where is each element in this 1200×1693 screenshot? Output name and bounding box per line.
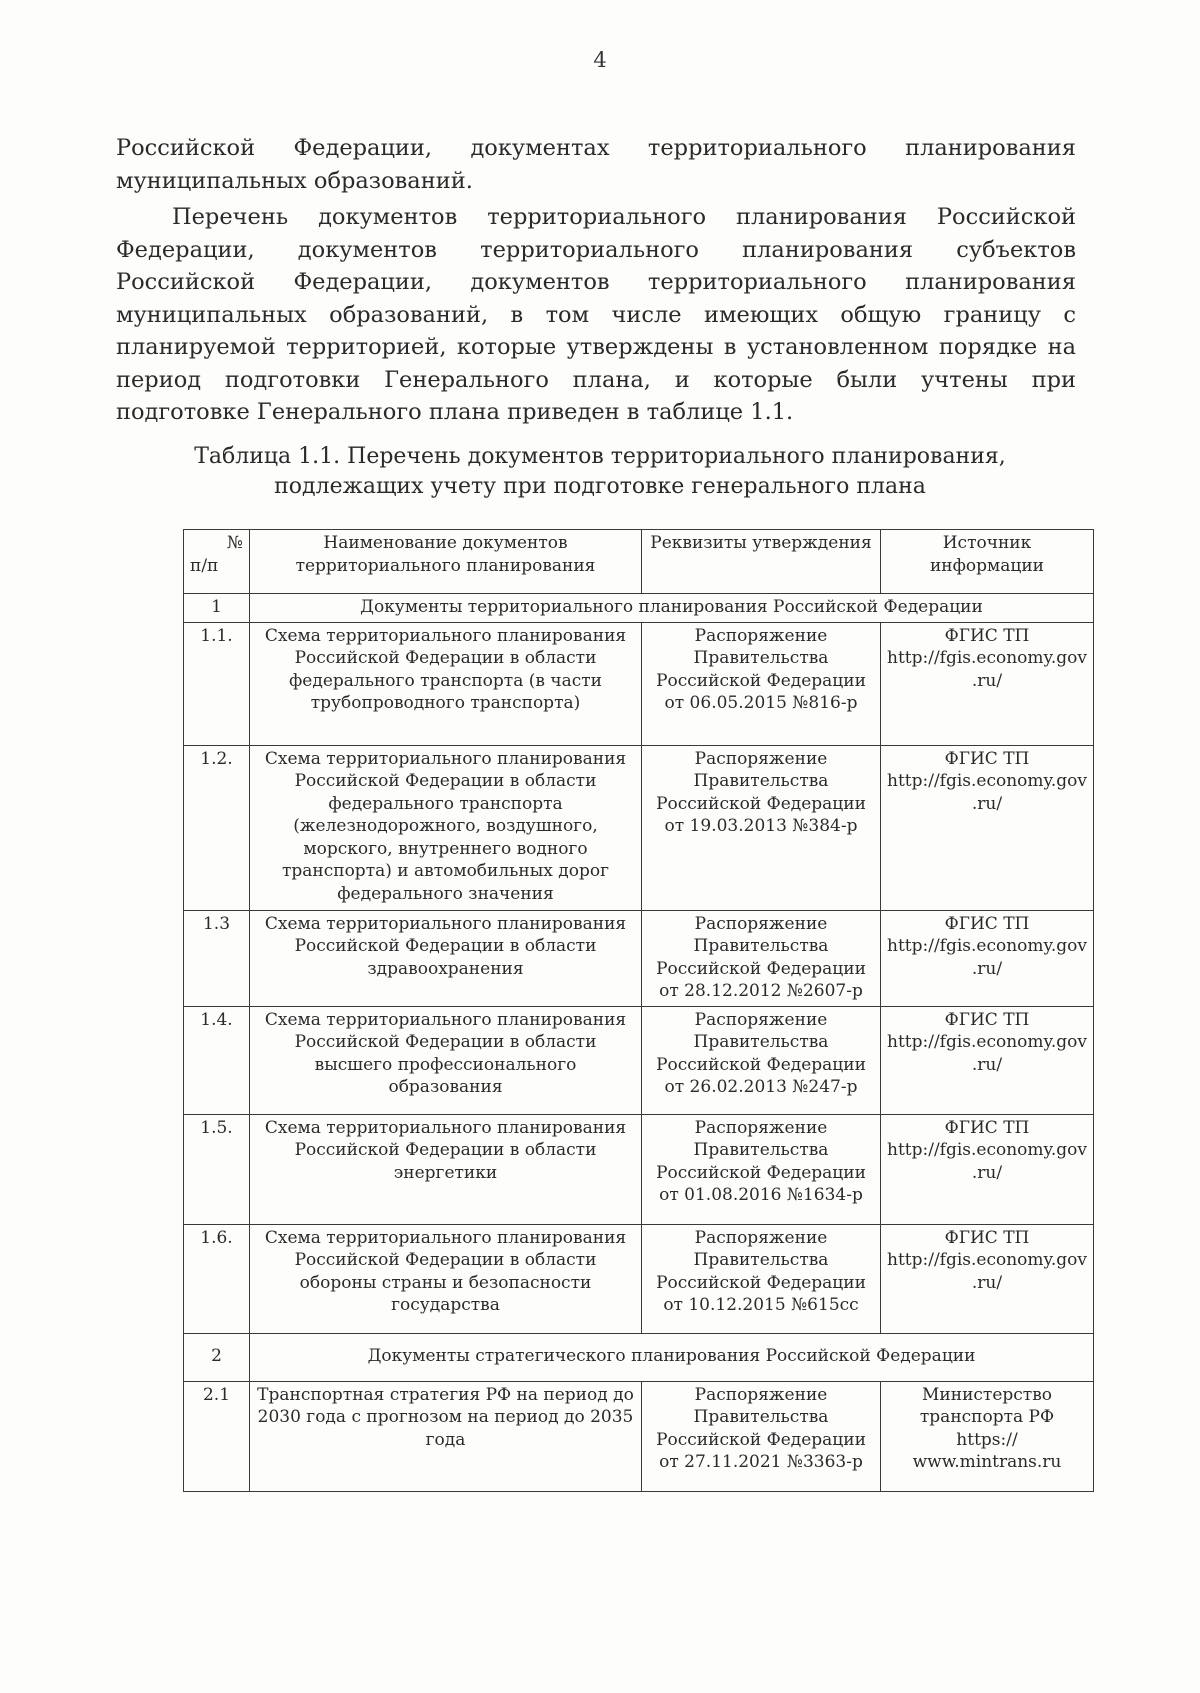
- row-source-1: ФГИС ТП: [944, 625, 1030, 646]
- row-source-2: http://fgis.economy.gov: [887, 1032, 1088, 1052]
- header-name: Наименование документов территориального планирования: [250, 530, 642, 594]
- row-requisites: Распоряжение Правительства Российской Федерации от 28.12.2012 №2607-р: [642, 910, 881, 1006]
- row-source: [881, 910, 1094, 1006]
- row-source-3: .ru/: [971, 1162, 1003, 1183]
- row-source-3: .ru/: [971, 1272, 1003, 1293]
- section-title: Документы стратегического планирования Российской Федерации: [250, 1333, 1094, 1381]
- section-row: [184, 594, 1094, 623]
- row-requisites: Распоряжение Правительства Российской Федерации от 19.03.2013 №384-р: [642, 745, 881, 910]
- section-row: [184, 1333, 1094, 1381]
- row-source-2: http://fgis.economy.gov: [887, 771, 1088, 791]
- table-caption: [150, 442, 1050, 502]
- row-source: [881, 1114, 1094, 1224]
- table-row: [184, 1006, 1094, 1114]
- row-requisites: Распоряжение Правительства Российской Федерации от 26.02.2013 №247-р: [642, 1006, 881, 1114]
- row-source: [881, 622, 1094, 745]
- row-source-3: .ru/: [971, 670, 1003, 691]
- row-name: Схема территориального планирования Российской Федерации в области энергетики: [250, 1114, 642, 1224]
- row-name: Схема территориального планирования Российской Федерации в области федерального транспорта (железнодорожного, воздушного, морского, внутреннего водного транспорта) и автомобильных дорог федерального значения: [250, 745, 642, 910]
- paragraph-2: Перечень документов территориального планирования Российской Федерации, документов территориального планирования субъектов Российской Федерации, документов территориального планирования муниципальных образований, в том числе имеющих общую границу с планируемой территорией, которые утверждены в установленном порядке на период подготовки Генерального плана, и которые были учтены при подготовке Генерального плана приведен в таблице 1.1.: [116, 204, 1076, 425]
- row-source-2: http://fgis.economy.gov: [887, 1140, 1088, 1160]
- row-source-3: www.mintrans.ru: [912, 1452, 1062, 1472]
- row-requisites: Распоряжение Правительства Российской Федерации от 01.08.2016 №1634-р: [642, 1114, 881, 1224]
- row-source-1: ФГИС ТП: [944, 913, 1030, 934]
- row-source-1: ФГИС ТП: [944, 1227, 1030, 1248]
- row-source-1: ФГИС ТП: [944, 1117, 1030, 1138]
- row-source-1: ФГИС ТП: [944, 1009, 1030, 1030]
- table-caption-line-2: подлежащих учету при подготовке генерального плана: [274, 474, 926, 499]
- row-name: Схема территориального планирования Российской Федерации в области обороны страны и безопасности государства: [250, 1224, 642, 1333]
- row-source: [881, 745, 1094, 910]
- row-source-2: https://: [956, 1429, 1018, 1450]
- row-name: Схема территориального планирования Российской Федерации в области здравоохранения: [250, 910, 642, 1006]
- row-num: 1.4.: [184, 1006, 250, 1114]
- section-title: Документы территориального планирования Российской Федерации: [250, 594, 1094, 623]
- table-header-row: [184, 530, 1094, 594]
- paragraph-1: Российской Федерации, документах территориального планирования муниципальных образований.: [116, 135, 1076, 194]
- row-requisites: Распоряжение Правительства Российской Федерации от 27.11.2021 №3363-р: [642, 1381, 881, 1491]
- row-num: 2.1: [184, 1381, 250, 1491]
- row-source-2: http://fgis.economy.gov: [887, 936, 1088, 956]
- row-source-2: http://fgis.economy.gov: [887, 648, 1088, 668]
- row-num: 1.1.: [184, 622, 250, 745]
- row-source: [881, 1006, 1094, 1114]
- table-row: [184, 1114, 1094, 1224]
- row-name: Схема территориального планирования Российской Федерации в области федерального транспорта (в части трубопроводного транспорта): [250, 622, 642, 745]
- table-row: [184, 910, 1094, 1006]
- header-requisites: Реквизиты утверждения: [642, 530, 881, 594]
- documents-table: [183, 529, 1094, 1492]
- table-row: [184, 745, 1094, 910]
- row-num: 1.5.: [184, 1114, 250, 1224]
- section-num: 2: [184, 1333, 250, 1381]
- section-num: 1: [184, 594, 250, 623]
- header-num-sub: п/п: [190, 555, 219, 576]
- row-num: 1.3: [184, 910, 250, 1006]
- row-num: 1.6.: [184, 1224, 250, 1333]
- page-number: 4: [593, 48, 607, 72]
- row-requisites: Распоряжение Правительства Российской Федерации от 10.12.2015 №615сс: [642, 1224, 881, 1333]
- table-caption-line-1: Таблица 1.1. Перечень документов территориального планирования,: [194, 444, 1006, 469]
- row-source-1: ФГИС ТП: [944, 748, 1030, 769]
- row-source: [881, 1381, 1094, 1491]
- row-source-3: .ru/: [971, 958, 1003, 979]
- table-row: [184, 622, 1094, 745]
- header-num-sign: №: [226, 533, 243, 553]
- row-num: 1.2.: [184, 745, 250, 910]
- row-source-1: Министерство транспорта РФ: [919, 1384, 1055, 1427]
- table-row: [184, 1381, 1094, 1491]
- header-num: [184, 530, 250, 594]
- row-source: [881, 1224, 1094, 1333]
- row-requisites: Распоряжение Правительства Российской Федерации от 06.05.2015 №816-р: [642, 622, 881, 745]
- table-row: [184, 1224, 1094, 1333]
- row-source-3: .ru/: [971, 1054, 1003, 1075]
- row-name: Транспортная стратегия РФ на период до 2030 года с прогнозом на период до 2035 года: [250, 1381, 642, 1491]
- row-source-2: http://fgis.economy.gov: [887, 1250, 1088, 1270]
- row-source-3: .ru/: [971, 793, 1003, 814]
- row-name: Схема территориального планирования Российской Федерации в области высшего профессионального образования: [250, 1006, 642, 1114]
- header-source: Источник информации: [881, 530, 1094, 594]
